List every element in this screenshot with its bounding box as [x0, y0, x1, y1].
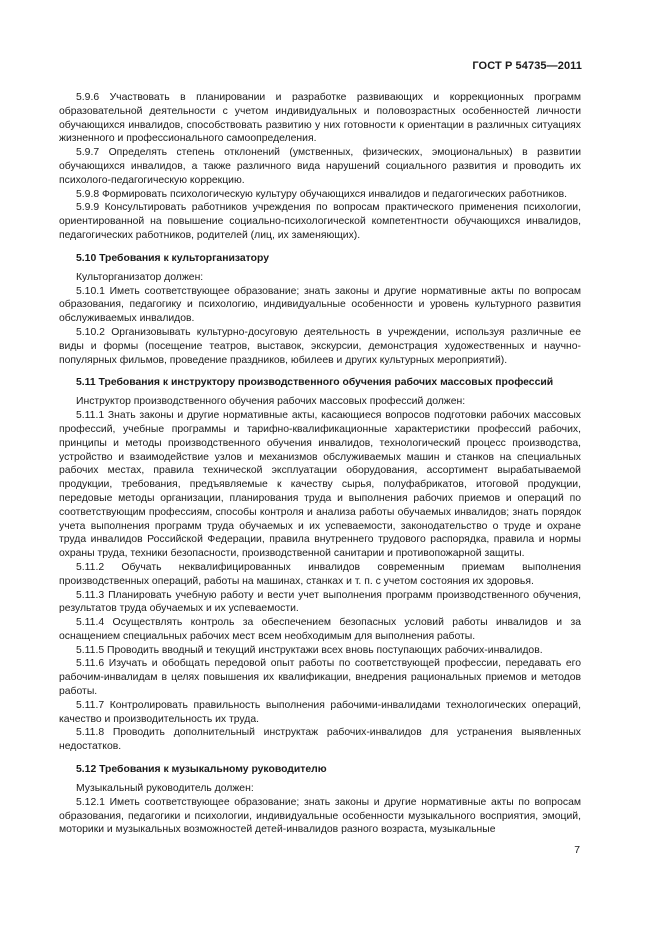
clause-5-10-1: 5.10.1 Иметь соответствующее образование; знать законы и другие нормативные акты по вопросам образования, педагогику и психологию, индивидуальные особенности и уровень культурного развития обслуживаемых инвалидов.	[59, 285, 581, 325]
clause-5-9-7: 5.9.7 Определять степень отклонений (умственных, физических, эмоциональных) в развитии обучающихся инвалидов, а также различного вида нарушений социального развития и проводить их психолого-педагогическую коррекцию.	[59, 147, 581, 186]
clause-5-11-3: 5.11.3 Планировать учебную работу и вести учет выполнения программ производственного обучения, результатов труда обучаемых и их успеваемости.	[59, 589, 581, 615]
clause-5-11-5: 5.11.5 Проводить вводный и текущий инструктажи всех вновь поступающих рабочих-инвалидов.	[76, 644, 543, 656]
clause-5-9-8: 5.9.8 Формировать психологическую культуру обучающихся инвалидов и педагогических работников.	[76, 188, 568, 200]
clause-5-11-6: 5.11.6 Изучать и обобщать передовой опыт работы по соответствующей профессии, передавать его рабочим-инвалидам в целях повышения их квалификации, внедрения рациональных приемов и методов работы.	[59, 658, 581, 698]
clause-5-12-1: 5.12.1 Иметь соответствующее образование; знать законы и другие нормативные акты по вопросам образования, педагогики и психологии, индивидуальные особенности музыкального восприятия, эмоций, моторики и музыкальных возможностей детей-инвалидов разного возраста, музыкальные	[59, 796, 581, 836]
clause-5-11-2: 5.11.2 Обучать неквалифицированных инвалидов современным приемам выполнения производственных операций, работы на машинах, станках и т. п. с учетом состояния их здоровья.	[59, 561, 581, 587]
page-number: 7	[574, 845, 580, 856]
clause-5-11-7: 5.11.7 Контролировать правильность выполнения рабочими-инвалидами технологических операций, качество и производительность их труда.	[59, 699, 581, 725]
section-heading-5-11: 5.11 Требования к инструктору производственного обучения рабочих массовых профессий	[76, 377, 554, 389]
clause-5-9-9: 5.9.9 Консультировать работников учреждения по вопросам практического применения психологии, ориентированной на повышение социально-психологической компетентности обучающихся инвалидов, педагогических работников, родителей (лиц, их заменяющих).	[59, 202, 581, 241]
section-intro-5-10: Культорганизатор должен:	[76, 271, 204, 283]
document-body	[59, 91, 581, 837]
standard-designation: ГОСТ Р 54735—2011	[472, 60, 582, 72]
clause-5-11-8: 5.11.8 Проводить дополнительный инструктаж рабочих-инвалидов для устранения выявленных недостатков.	[59, 727, 581, 753]
clause-5-11-4: 5.11.4 Осуществлять контроль за обеспечением безопасных условий работы инвалидов и за оснащением специальных рабочих мест всем необходимым для выполнения работы.	[59, 617, 581, 642]
clause-5-11-1: 5.11.1 Знать законы и другие нормативные акты, касающиеся вопросов подготовки рабочих массовых профессий, учебные программы и тарифно-квалификационные характеристики профессий рабочих, принципы и методы производственного обучения инвалидов, технологический процесс производства, устройство и взаимодействие узлов и механизмов обслуживаемых машин и станков на специальных рабочих местах, правила технической эксплуатации оборудования, ассортимент вырабатываемой продукции, требования, предъявляемые к качеству сырья, полуфабрикатов, итоговой продукции, передовые методы организации, планирования труда и выполнения рабочих приемов и операций по соответствующим профессиям, способы контроля и анализа работы обучаемых инвалидов; знать порядок учета выполнения программ труда обучаемых и их успеваемости, законодательство о труде и охране труда инвалидов Российской Федерации, правила внутреннего трудового распорядка, правила и нормы охраны труда, техники безопасности, производственной санитарии и противопожарной защиты.	[59, 410, 581, 560]
clause-5-10-2: 5.10.2 Организовывать культурно-досуговую деятельность в учреждении, используя различные ее виды и формы (посещение театров, выставок, экскурсии, демонстрация художественных и научно-популярных фильмов, проведение праздников, юбилеев и других культурных мероприятий).	[59, 326, 581, 366]
clause-5-9-6: 5.9.6 Участвовать в планировании и разработке развивающих и коррекционных программ образовательной деятельности с учетом индивидуальных и половозрастных особенностей личности обучающихся инвалидов, способствовать развитию у них готовности к ориентации в различных ситуациях жизненного и профессионального самоопределения.	[59, 92, 581, 145]
section-heading-5-12: 5.12 Требования к музыкальному руководителю	[76, 764, 327, 776]
section-intro-5-12: Музыкальный руководитель должен:	[76, 783, 254, 795]
section-intro-5-11: Инструктор производственного обучения рабочих массовых профессий должен:	[76, 396, 466, 408]
section-heading-5-10: 5.10 Требования к культорганизатору	[76, 252, 269, 264]
